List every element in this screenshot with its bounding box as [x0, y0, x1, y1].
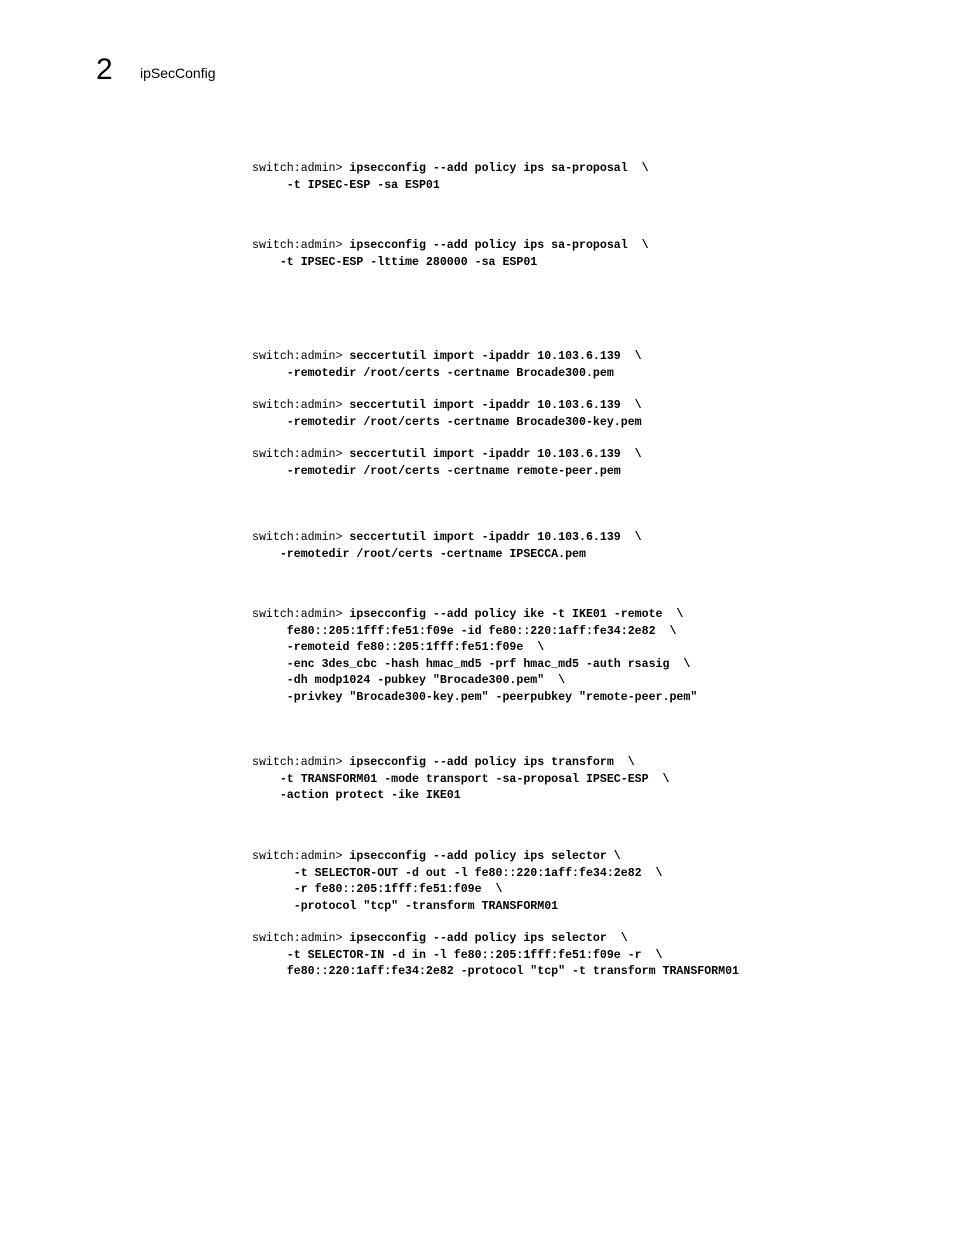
- prompt: switch:admin>: [252, 350, 350, 363]
- command-continuation: -protocol "tcp" -transform TRANSFORM01: [252, 899, 559, 913]
- command-continuation: -privkey "Brocade300-key.pem" -peerpubkey "remote-peer.pem": [252, 690, 698, 704]
- code-block: [252, 161, 649, 194]
- command-line: [252, 607, 697, 624]
- command-continuation: -dh modp1024 -pubkey "Brocade300.pem" \: [252, 674, 566, 687]
- command-continuation: -remoteid fe80::205:1fff:fe51:f09e \: [252, 641, 545, 654]
- prompt: switch:admin>: [252, 162, 350, 175]
- command-continuation: -remotedir /root/certs -certname Brocade300-key.pem: [252, 415, 642, 429]
- command-continuation: -action protect -ike IKE01: [252, 789, 461, 802]
- prompt: switch:admin>: [252, 399, 350, 412]
- command-continuation: -enc 3des_cbc -hash hmac_md5 -prf hmac_md5 -auth rsasig \: [252, 657, 691, 671]
- chapter-number: 2: [96, 53, 113, 86]
- prompt: switch:admin>: [252, 531, 350, 544]
- command-continuation: fe80::220:1aff:fe34:2e82 -protocol "tcp" -t transform TRANSFORM01: [252, 965, 740, 978]
- command-line: [252, 931, 739, 948]
- prompt: switch:admin>: [252, 448, 350, 461]
- command: seccertutil import -ipaddr 10.103.6.139 \: [349, 399, 642, 412]
- command-continuation: -r fe80::205:1fff:fe51:f09e \: [252, 883, 503, 896]
- command-line: [252, 238, 649, 255]
- prompt: switch:admin>: [252, 756, 350, 769]
- code-block: [252, 447, 642, 480]
- command: seccertutil import -ipaddr 10.103.6.139 \: [349, 531, 642, 544]
- prompt: switch:admin>: [252, 850, 350, 863]
- code-block: [252, 755, 669, 805]
- command-continuation: fe80::205:1fff:fe51:f09e -id fe80::220:1aff:fe34:2e82 \: [252, 624, 677, 638]
- command-line: [252, 849, 663, 866]
- code-block: [252, 349, 642, 382]
- command: seccertutil import -ipaddr 10.103.6.139 \: [349, 350, 642, 363]
- code-block: [252, 238, 649, 271]
- code-block: [252, 849, 663, 915]
- prompt: switch:admin>: [252, 608, 350, 621]
- command: ipsecconfig --add policy ips sa-proposal \: [349, 239, 649, 252]
- code-block: [252, 931, 739, 981]
- command: seccertutil import -ipaddr 10.103.6.139 \: [349, 448, 642, 461]
- command-line: [252, 447, 642, 464]
- code-block: [252, 398, 642, 431]
- prompt: switch:admin>: [252, 932, 350, 945]
- command-continuation: -remotedir /root/certs -certname Brocade300.pem: [252, 366, 614, 380]
- command-continuation: -t SELECTOR-IN -d in -l fe80::205:1fff:fe51:f09e -r \: [252, 948, 663, 962]
- command-line: [252, 398, 642, 415]
- command: ipsecconfig --add policy ips selector \: [349, 932, 628, 945]
- command-continuation: -remotedir /root/certs -certname remote-peer.pem: [252, 464, 621, 478]
- command-continuation: -remotedir /root/certs -certname IPSECCA.pem: [252, 547, 586, 561]
- command: ipsecconfig --add policy ips transform \: [349, 756, 635, 769]
- chapter-title: ipSecConfig: [140, 65, 216, 81]
- command-continuation: -t SELECTOR-OUT -d out -l fe80::220:1aff:fe34:2e82 \: [252, 866, 663, 880]
- command-line: [252, 161, 649, 178]
- command: ipsecconfig --add policy ips sa-proposal \: [349, 162, 649, 175]
- code-block: [252, 607, 697, 706]
- command-line: [252, 349, 642, 366]
- command-line: [252, 530, 642, 547]
- command-continuation: -t IPSEC-ESP -sa ESP01: [252, 178, 440, 192]
- command: ipsecconfig --add policy ips selector \: [349, 850, 621, 863]
- command-continuation: -t TRANSFORM01 -mode transport -sa-proposal IPSEC-ESP \: [252, 772, 670, 786]
- prompt: switch:admin>: [252, 239, 350, 252]
- command-continuation: -t IPSEC-ESP -lttime 280000 -sa ESP01: [252, 255, 538, 269]
- command: ipsecconfig --add policy ike -t IKE01 -remote \: [349, 608, 684, 621]
- code-block: [252, 530, 642, 563]
- command-line: [252, 755, 669, 772]
